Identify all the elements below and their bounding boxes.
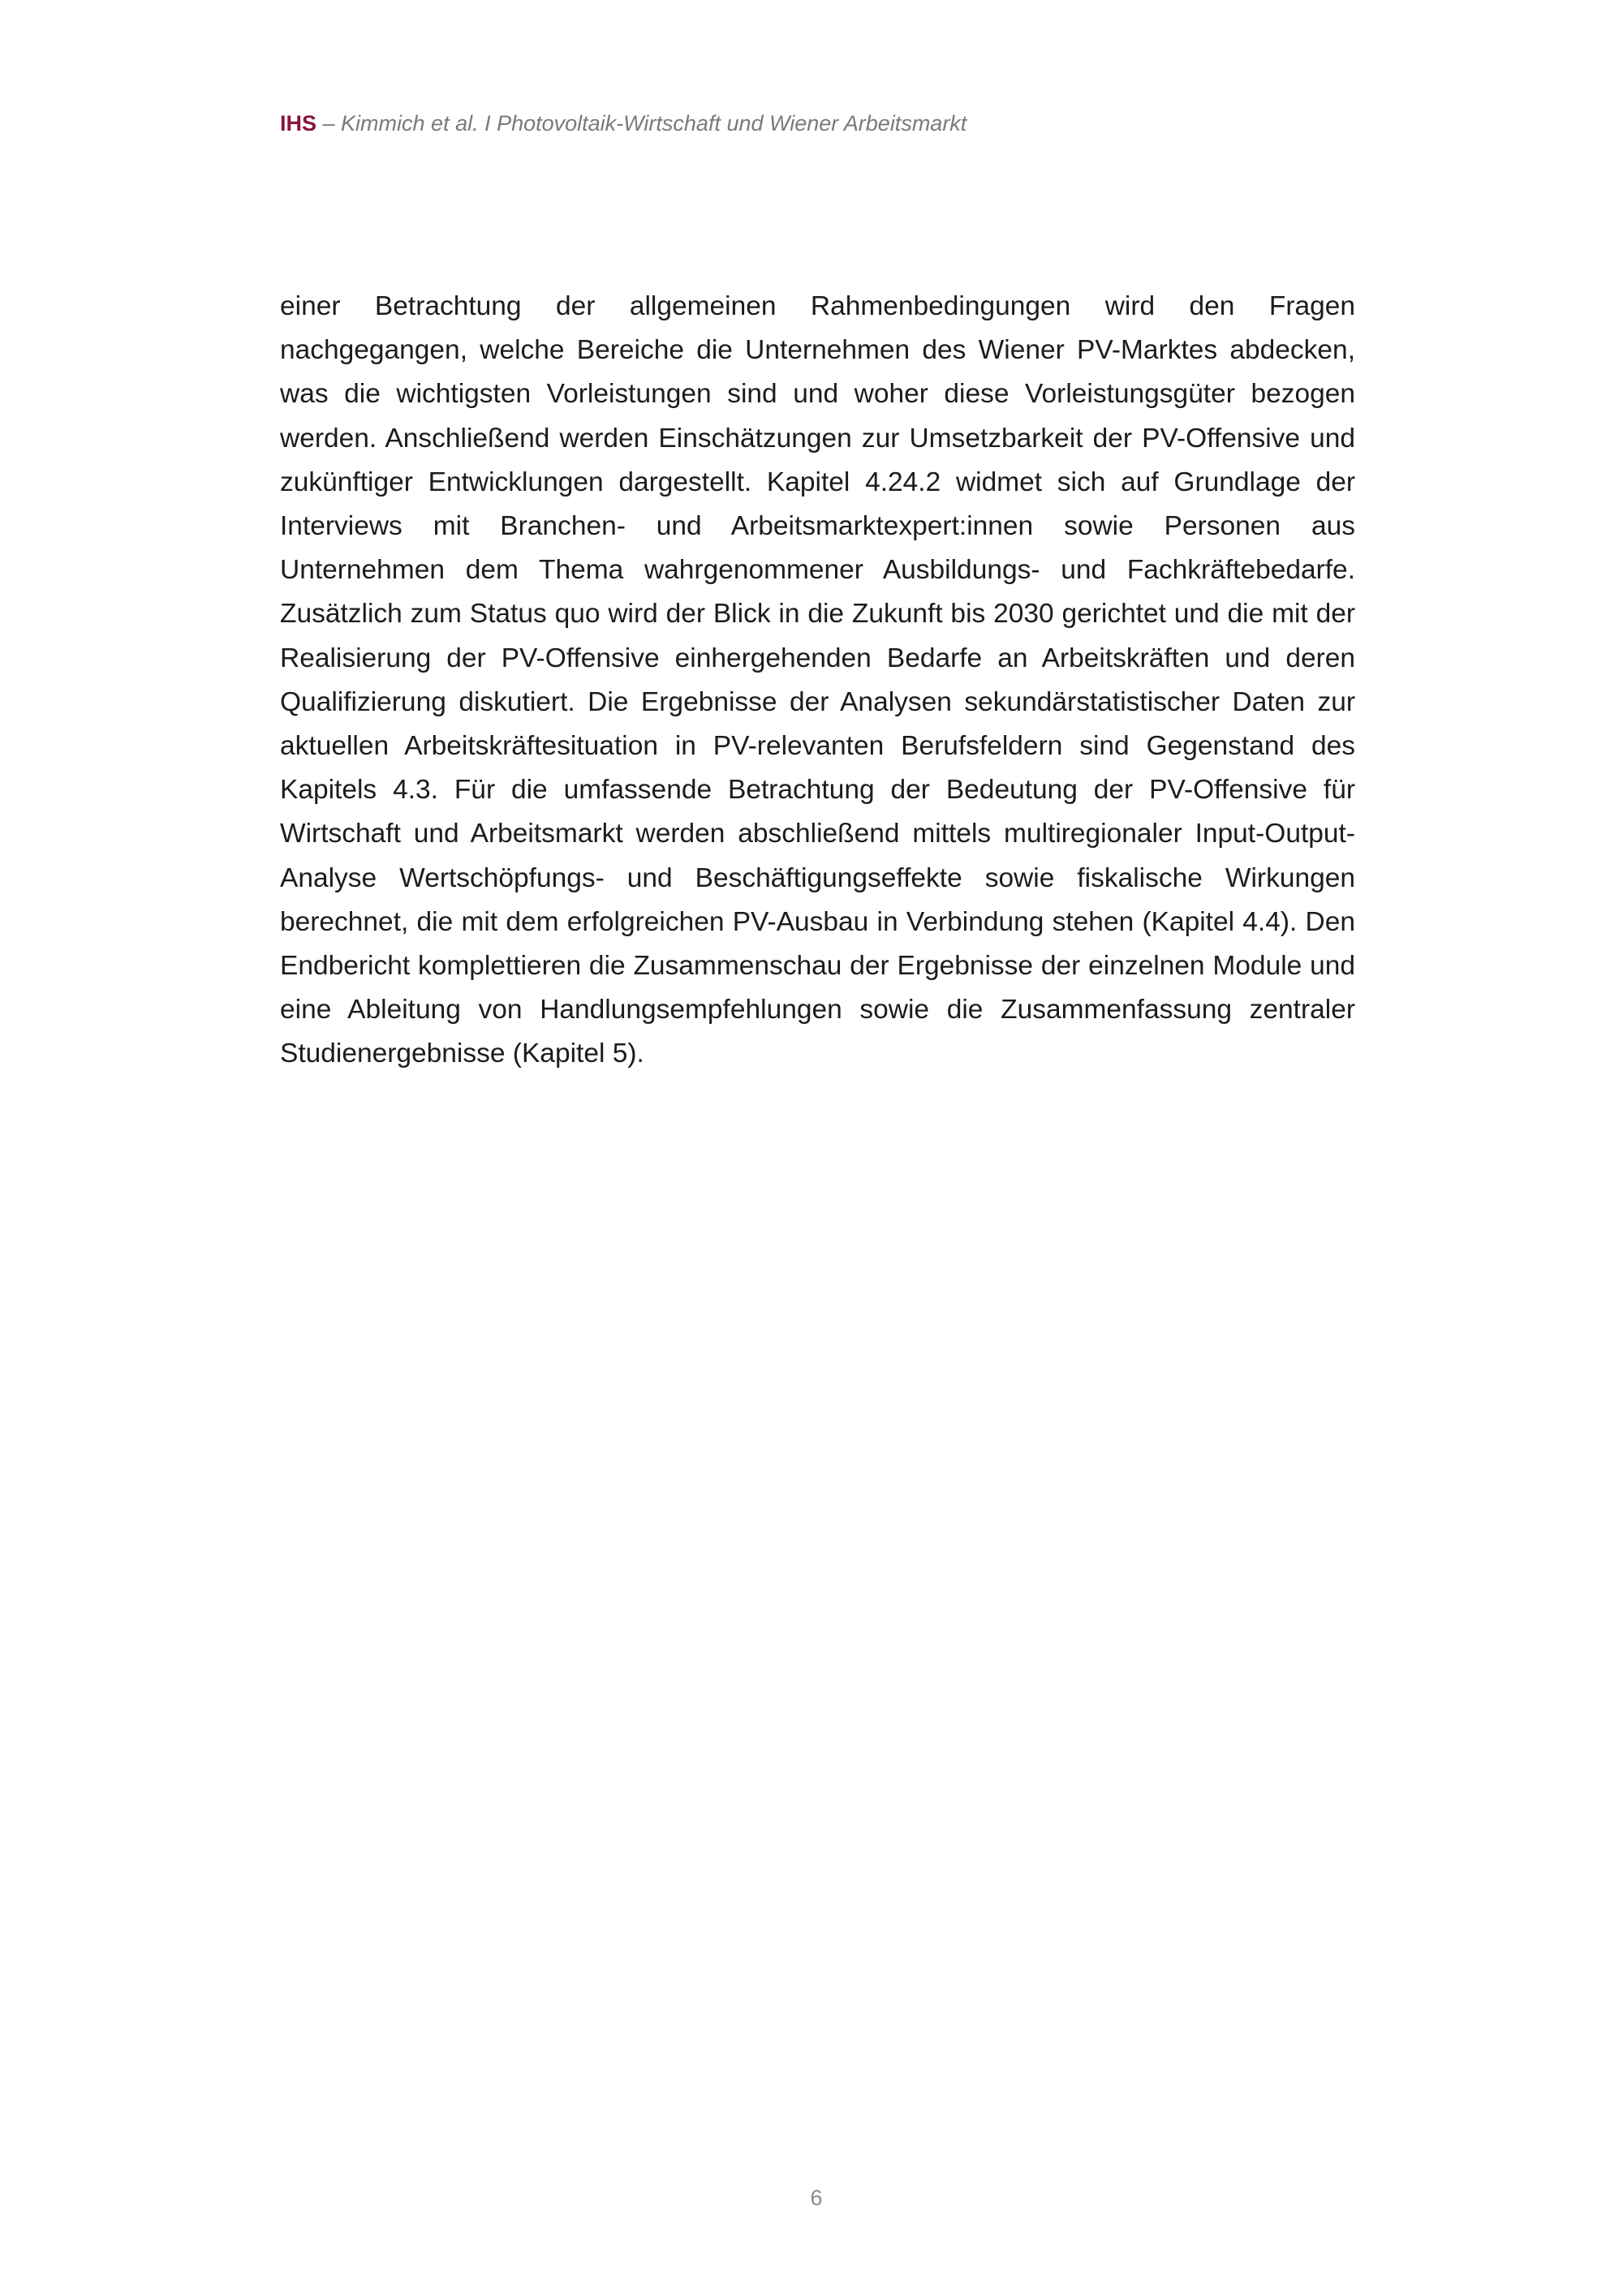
header-separator: –	[316, 111, 342, 135]
body-paragraph: einer Betrachtung der allgemeinen Rahmenbedingungen wird den Fragen nachgegangen, welche Bereiche die Unternehmen des Wiener PV-Marktes abdecken, was die wichtigsten Vorleistungen sind und woher diese Vorleistungsgüter bezogen werden. Anschließend werden Einschätzungen zur Umsetzbarkeit der PV-Offensive und zukünftiger Entwicklungen dargestellt. Kapitel 4.24.2 widmet sich auf Grundlage der Interviews mit Branchen- und Arbeitsmarktexpert:innen sowie Personen aus Unternehmen dem Thema wahrgenommener Ausbildungs- und Fachkräftebedarfe. Zusätzlich zum Status quo wird der Blick in die Zukunft bis 2030 gerichtet und die mit der Realisierung der PV-Offensive einhergehenden Bedarfe an Arbeitskräften und deren Qualifizierung diskutiert. Die Ergebnisse der Analysen sekundärstatistischer Daten zur aktuellen Arbeitskräftesituation in PV-relevanten Berufsfeldern sind Gegenstand des Kapitels 4.3. Für die umfassende Betrachtung der Bedeutung der PV-Offensive für Wirtschaft und Arbeitsmarkt werden abschließend mittels multiregionaler Input-Output-Analyse Wertschöpfungs- und Beschäftigungseffekte sowie fiskalische Wirkungen berechnet, die mit dem erfolgreichen PV-Ausbau in Verbindung stehen (Kapitel 4.4). Den Endbericht komplettieren die Zusammenschau der Ergebnisse der einzelnen Module und eine Ableitung von Handlungsempfehlungen sowie die Zusammenfassung zentraler Studienergebnisse (Kapitel 5).	[280, 291, 1355, 1069]
header-org-name: IHS	[280, 111, 317, 135]
running-header	[280, 108, 966, 139]
page-number: 6	[810, 2186, 823, 2210]
header-document-title: Kimmich et al. I Photovoltaik-Wirtschaft und Wiener Arbeitsmarkt	[341, 111, 967, 135]
